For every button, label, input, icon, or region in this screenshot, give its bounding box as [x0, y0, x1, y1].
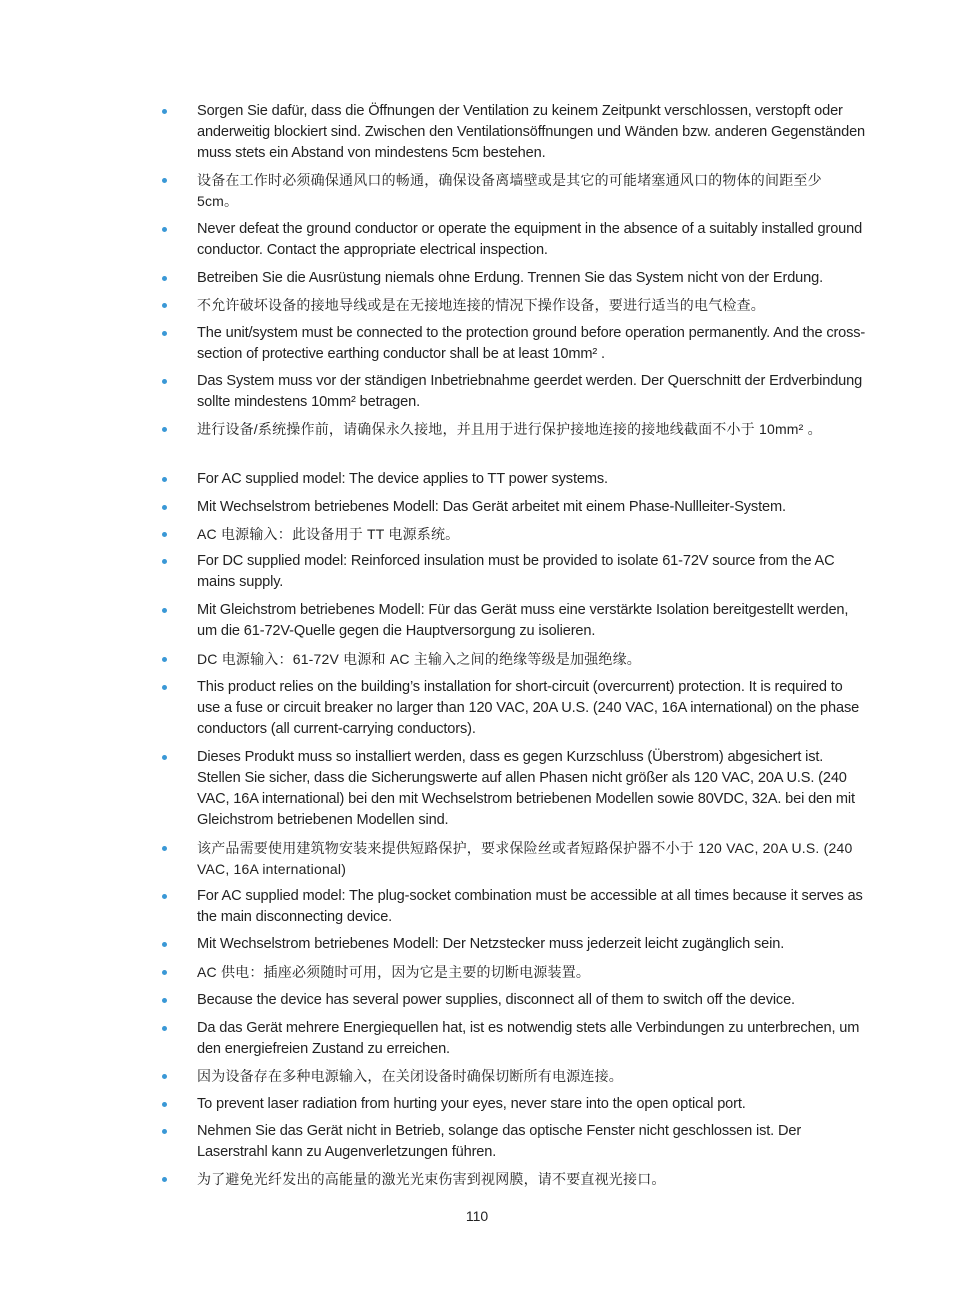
bullet-icon	[162, 532, 167, 537]
list-item-text: For AC supplied model: The plug-socket combination must be accessible at all times because it serves as the main disconnecting device.	[197, 888, 863, 925]
list-item-text: Dieses Produkt muss so installiert werden, dass es gegen Kurzschluss (Überstrom) abgesichert ist. Stellen Sie sicher, dass die Sicherungswerte auf allen Phasen nicht größer als 120 VAC, 20A U.S. (240 VAC, 16A international) bei den mit Wechselstrom betriebenen Modellen sowie 80VDC, 32A. bei den mit Gleichstrom betriebenen Modellen sind.	[197, 749, 855, 828]
list-item-text: Because the device has several power supplies, disconnect all of them to switch off the device.	[197, 992, 795, 1008]
bullet-icon	[162, 276, 167, 281]
bullet-icon	[162, 846, 167, 851]
bullet-icon	[162, 657, 167, 662]
list-item-text: For AC supplied model: The device applies to TT power systems.	[197, 471, 608, 487]
bullet-icon	[162, 755, 167, 760]
bullet-icon	[162, 608, 167, 613]
bullet-icon	[162, 1074, 167, 1079]
page-number: 110	[465, 1208, 489, 1224]
bullet-icon	[162, 109, 167, 114]
list-item-text: 进行设备/系统操作前，请确保永久接地，并且用于进行保护接地连接的接地线截面不小于 10mm² 。	[197, 421, 822, 437]
list-item-text: Betreiben Sie die Ausrüstung niemals ohne Erdung. Trennen Sie das System nicht von der Erdung.	[197, 270, 823, 286]
bullet-icon	[162, 379, 167, 384]
bullet-icon	[162, 227, 167, 232]
bullet-icon	[162, 559, 167, 564]
list-item-text: Mit Wechselstrom betriebenes Modell: Das Gerät arbeitet mit einem Phase-Nullleiter-System.	[197, 499, 786, 515]
bullet-icon	[162, 1026, 167, 1031]
list-item-text: Da das Gerät mehrere Energiequellen hat, ist es notwendig stets alle Verbindungen zu unterbrechen, um den energiefreien Zustand zu erreichen.	[197, 1020, 860, 1057]
bullet-icon	[162, 1129, 167, 1134]
list-item-text: AC 供电：插座必须随时可用，因为它是主要的切断电源装置。	[197, 964, 591, 980]
bullet-icon	[162, 685, 167, 690]
list-item-text: Mit Gleichstrom betriebenes Modell: Für das Gerät muss eine verstärkte Isolation bereitgestellt werden, um die 61-72V-Quelle gegen die Hauptversorgung zu isolieren.	[197, 602, 849, 639]
list-item-text: 该产品需要使用建筑物安装来提供短路保护，要求保险丝或者短路保护器不小于 120 VAC, 20A U.S. (240 VAC, 16A international)	[197, 840, 853, 877]
list-item-text: Das System muss vor der ständigen Inbetriebnahme geerdet werden. Der Querschnitt der Erdverbindung sollte mindestens 10mm² betragen.	[197, 373, 863, 410]
list-item-text: Sorgen Sie dafür, dass die Öffnungen der Ventilation zu keinem Zeitpunkt verschlossen, verstopft oder anderweitig blockiert sind. Zwischen den Ventilationsöffnungen und Wänden bzw. anderen Gegenständen muss stets ein Abstand von mindestens 5cm bestehen.	[197, 103, 866, 161]
bullet-icon	[162, 1177, 167, 1182]
bullet-icon	[162, 303, 167, 308]
list-item-text: 不允许破坏设备的接地导线或是在无接地连接的情况下操作设备，要进行适当的电气检查。	[197, 297, 765, 313]
bullet-icon	[162, 427, 167, 432]
list-item-text: Nehmen Sie das Gerät nicht in Betrieb, solange das optische Fenster nicht geschlossen ist. Der Laserstrahl kann zu Augenverletzungen führen.	[197, 1123, 802, 1160]
bullet-icon	[162, 998, 167, 1003]
bullet-icon	[162, 894, 167, 899]
list-item-text: To prevent laser radiation from hurting your eyes, never stare into the open optical port.	[197, 1096, 746, 1112]
list-item-text: This product relies on the building’s installation for short-circuit (overcurrent) protection. It is required to use a fuse or circuit breaker no larger than 120 VAC, 20A U.S. (240 VAC, 16A international) on the phase conductors (all current-carrying conductors).	[197, 679, 860, 737]
bullet-icon	[162, 477, 167, 482]
list-item-text: Never defeat the ground conductor or operate the equipment in the absence of a suitably installed ground conductor. Contact the appropriate electrical inspection.	[197, 221, 863, 258]
bullet-icon	[162, 331, 167, 336]
list-item-text: AC 电源输入：此设备用于 TT 电源系统。	[197, 526, 460, 542]
list-item-text: The unit/system must be connected to the protection ground before operation permanently. And the cross-section of protective earthing conductor shall be at least 10mm² .	[197, 325, 866, 362]
list-item-text: 为了避免光纤发出的高能量的激光光束伤害到视网膜，请不要直视光接口。	[197, 1171, 666, 1187]
list-item-text: 设备在工作时必须确保通风口的畅通，确保设备离墙壁或是其它的可能堵塞通风口的物体的间距至少 5cm。	[197, 172, 822, 209]
bullet-icon	[162, 970, 167, 975]
bullet-icon	[162, 505, 167, 510]
list-item-text: 因为设备存在多种电源输入，在关闭设备时确保切断所有电源连接。	[197, 1068, 623, 1084]
list-item-text: For DC supplied model: Reinforced insulation must be provided to isolate 61-72V source from the AC mains supply.	[197, 553, 835, 590]
list-item-text: Mit Wechselstrom betriebenes Modell: Der Netzstecker muss jederzeit leicht zugänglich sein.	[197, 936, 785, 952]
bullet-icon	[162, 178, 167, 183]
list-item-text: DC 电源输入：61-72V 电源和 AC 主输入之间的绝缘等级是加强绝缘。	[197, 651, 641, 667]
bullet-icon	[162, 942, 167, 947]
bullet-icon	[162, 1102, 167, 1107]
